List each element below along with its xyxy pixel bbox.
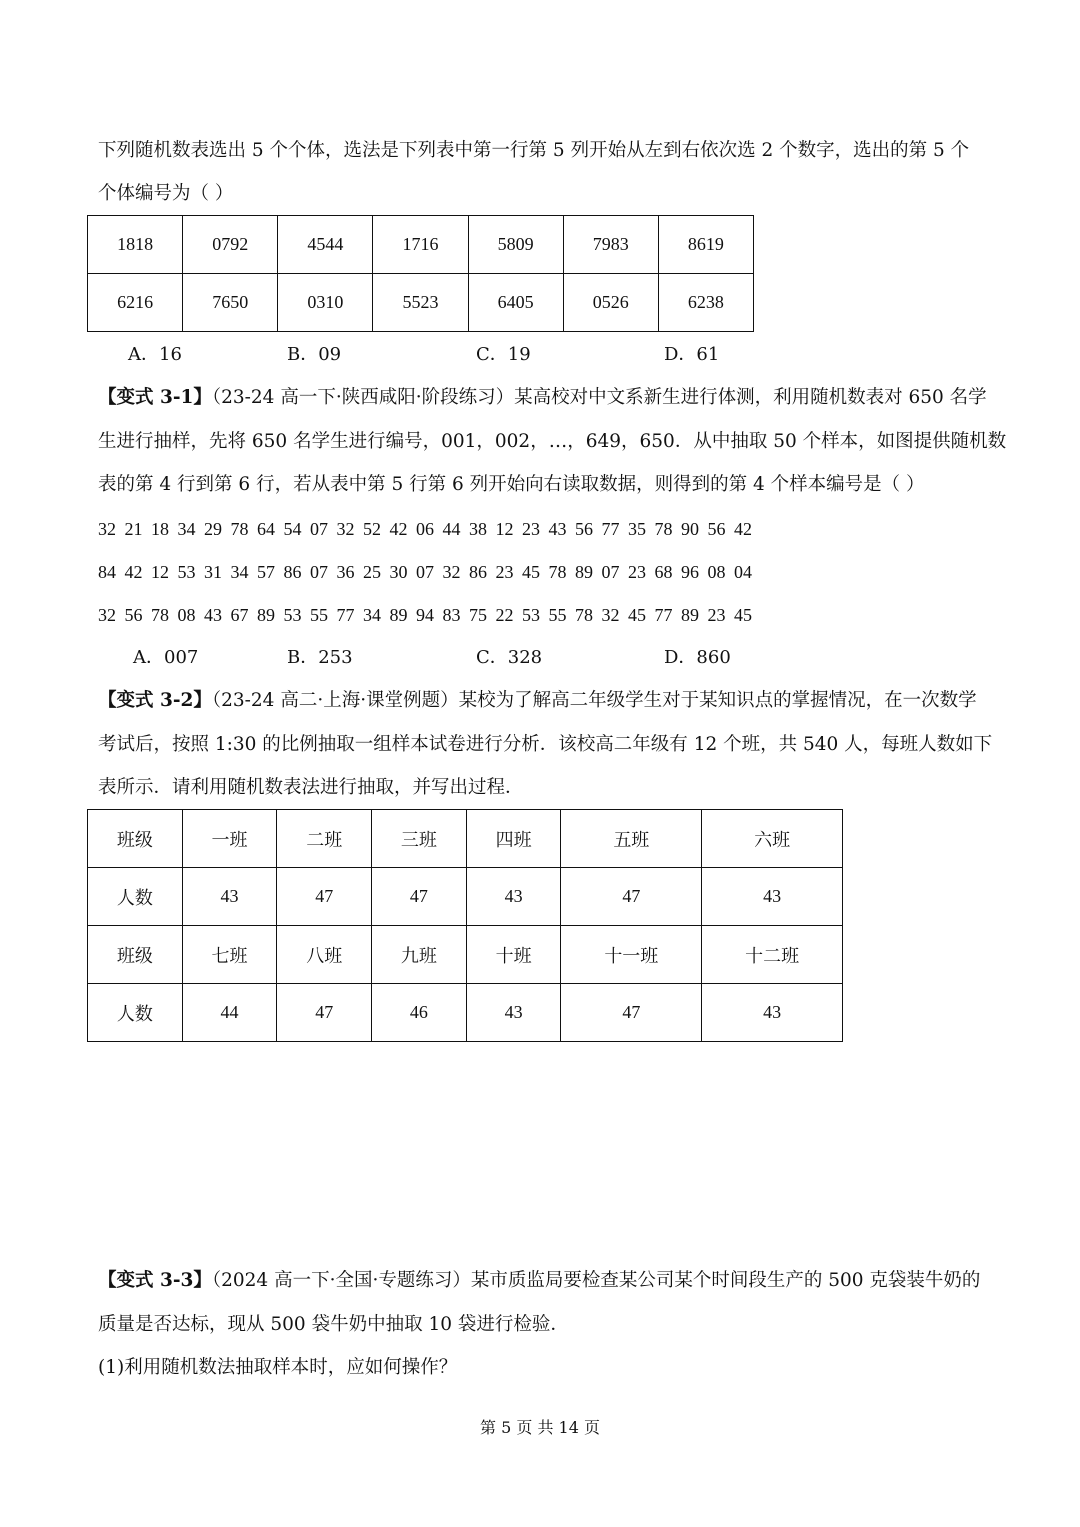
table-cell: 八班 — [277, 926, 372, 984]
v31-tag: 【变式 3-1】 — [98, 387, 212, 408]
v31-line3: 表的第 4 行到第 6 行，若从表中第 5 行第 6 列开始向右读取数据，则得到的第 4 个样本编号是（ ） — [98, 474, 925, 495]
table-cell: 九班 — [372, 926, 467, 984]
v32-tag: 【变式 3-2】 — [98, 690, 212, 711]
random-number-row-6: 32 56 78 08 43 67 89 53 55 77 34 89 94 83 75 22 53 55 78 32 45 77 89 23 45 — [98, 605, 752, 625]
q3-text-line2: 个体编号为（ ） — [98, 183, 234, 204]
table-cell: 5523 — [373, 274, 468, 332]
table-cell: 8619 — [658, 216, 753, 274]
table-cell: 7983 — [563, 216, 658, 274]
table-cell: 5809 — [468, 216, 563, 274]
table-cell: 47 — [277, 984, 372, 1042]
table-cell: 0526 — [563, 274, 658, 332]
q3-text-line1: 下列随机数表选出 5 个个体，选法是下列表中第一行第 5 列开始从左到右依次选 2 个数字，选出的第 5 个 — [98, 140, 970, 161]
table-cell: 一班 — [182, 810, 277, 868]
v31-line1-text: （23-24 高一下·陕西咸阳·阶段练习）某高校对中文系新生进行体测，利用随机数表对 650 名学 — [211, 387, 987, 408]
table-cell: 班级 — [88, 810, 183, 868]
table-cell: 43 — [466, 868, 561, 926]
v31-option-c: C．328 — [476, 647, 543, 668]
table-cell: 四班 — [466, 810, 561, 868]
table-cell: 47 — [372, 868, 467, 926]
v33-line1 — [98, 1270, 980, 1292]
page-footer: 第 5 页 共 14 页 — [480, 1418, 600, 1437]
table-cell: 七班 — [182, 926, 277, 984]
table-cell: 人数 — [88, 868, 183, 926]
table-cell: 47 — [561, 868, 702, 926]
table-cell: 43 — [466, 984, 561, 1042]
table-cell: 43 — [702, 984, 843, 1042]
v33-line2: 质量是否达标，现从 500 袋牛奶中抽取 10 袋进行检验． — [98, 1314, 569, 1335]
table-cell: 46 — [372, 984, 467, 1042]
q3-option-b: B．09 — [287, 344, 342, 365]
table-cell: 4544 — [278, 216, 373, 274]
v31-line1 — [98, 387, 987, 409]
table-cell: 7650 — [183, 274, 278, 332]
table-cell: 1716 — [373, 216, 468, 274]
q3-option-c: C．19 — [476, 344, 531, 365]
table-cell: 班级 — [88, 926, 183, 984]
table-cell: 人数 — [88, 984, 183, 1042]
v32-line3: 表所示．请利用随机数表法进行抽取，并写出过程． — [98, 777, 524, 798]
table-cell: 43 — [702, 868, 843, 926]
v33-line3: (1)利用随机数法抽取样本时，应如何操作？ — [98, 1357, 458, 1378]
v31-option-b: B．253 — [287, 647, 353, 668]
v32-line1 — [98, 690, 977, 712]
v33-line1-text: （2024 高一下·全国·专题练习）某市质监局要检查某公司某个时间段生产的 500 克袋装牛奶的 — [211, 1270, 981, 1291]
random-number-row-4: 32 21 18 34 29 78 64 54 07 32 52 42 06 44 38 12 23 43 56 77 35 78 90 56 42 — [98, 519, 752, 539]
q3-option-d: D．61 — [664, 344, 720, 365]
table-cell: 6216 — [88, 274, 183, 332]
table-cell: 43 — [182, 868, 277, 926]
table-cell: 0792 — [183, 216, 278, 274]
table-cell: 44 — [182, 984, 277, 1042]
q3-option-a: A．16 — [128, 344, 182, 365]
v31-line2: 生进行抽样，先将 650 名学生进行编号，001，002，…，649，650．从中抽取 50 个样本，如图提供随机数 — [98, 431, 1007, 452]
table-cell: 六班 — [702, 810, 843, 868]
table-cell: 十一班 — [561, 926, 702, 984]
table-cell: 二班 — [277, 810, 372, 868]
table-cell: 6238 — [658, 274, 753, 332]
table-cell: 十二班 — [702, 926, 843, 984]
table-cell: 6405 — [468, 274, 563, 332]
v32-line1-text: （23-24 高二·上海·课堂例题）某校为了解高二年级学生对于某知识点的掌握情况，在一次数学 — [211, 690, 977, 711]
table-cell: 1818 — [88, 216, 183, 274]
class-size-table — [87, 809, 843, 1042]
v32-line2: 考试后，按照 1:30 的比例抽取一组样本试卷进行分析．该校高二年级有 12 个班，共 540 人，每班人数如下 — [98, 734, 993, 755]
table-cell: 五班 — [561, 810, 702, 868]
table-cell: 47 — [277, 868, 372, 926]
v33-tag: 【变式 3-3】 — [98, 1270, 212, 1291]
v31-option-d: D．860 — [664, 647, 731, 668]
table-cell: 十班 — [466, 926, 561, 984]
table-cell: 三班 — [372, 810, 467, 868]
table-cell: 0310 — [278, 274, 373, 332]
table-cell: 47 — [561, 984, 702, 1042]
v31-option-a: A．007 — [133, 647, 199, 668]
random-number-table-1 — [87, 215, 754, 332]
random-number-row-5: 84 42 12 53 31 34 57 86 07 36 25 30 07 32 86 23 45 78 89 07 23 68 96 08 04 — [98, 562, 752, 582]
